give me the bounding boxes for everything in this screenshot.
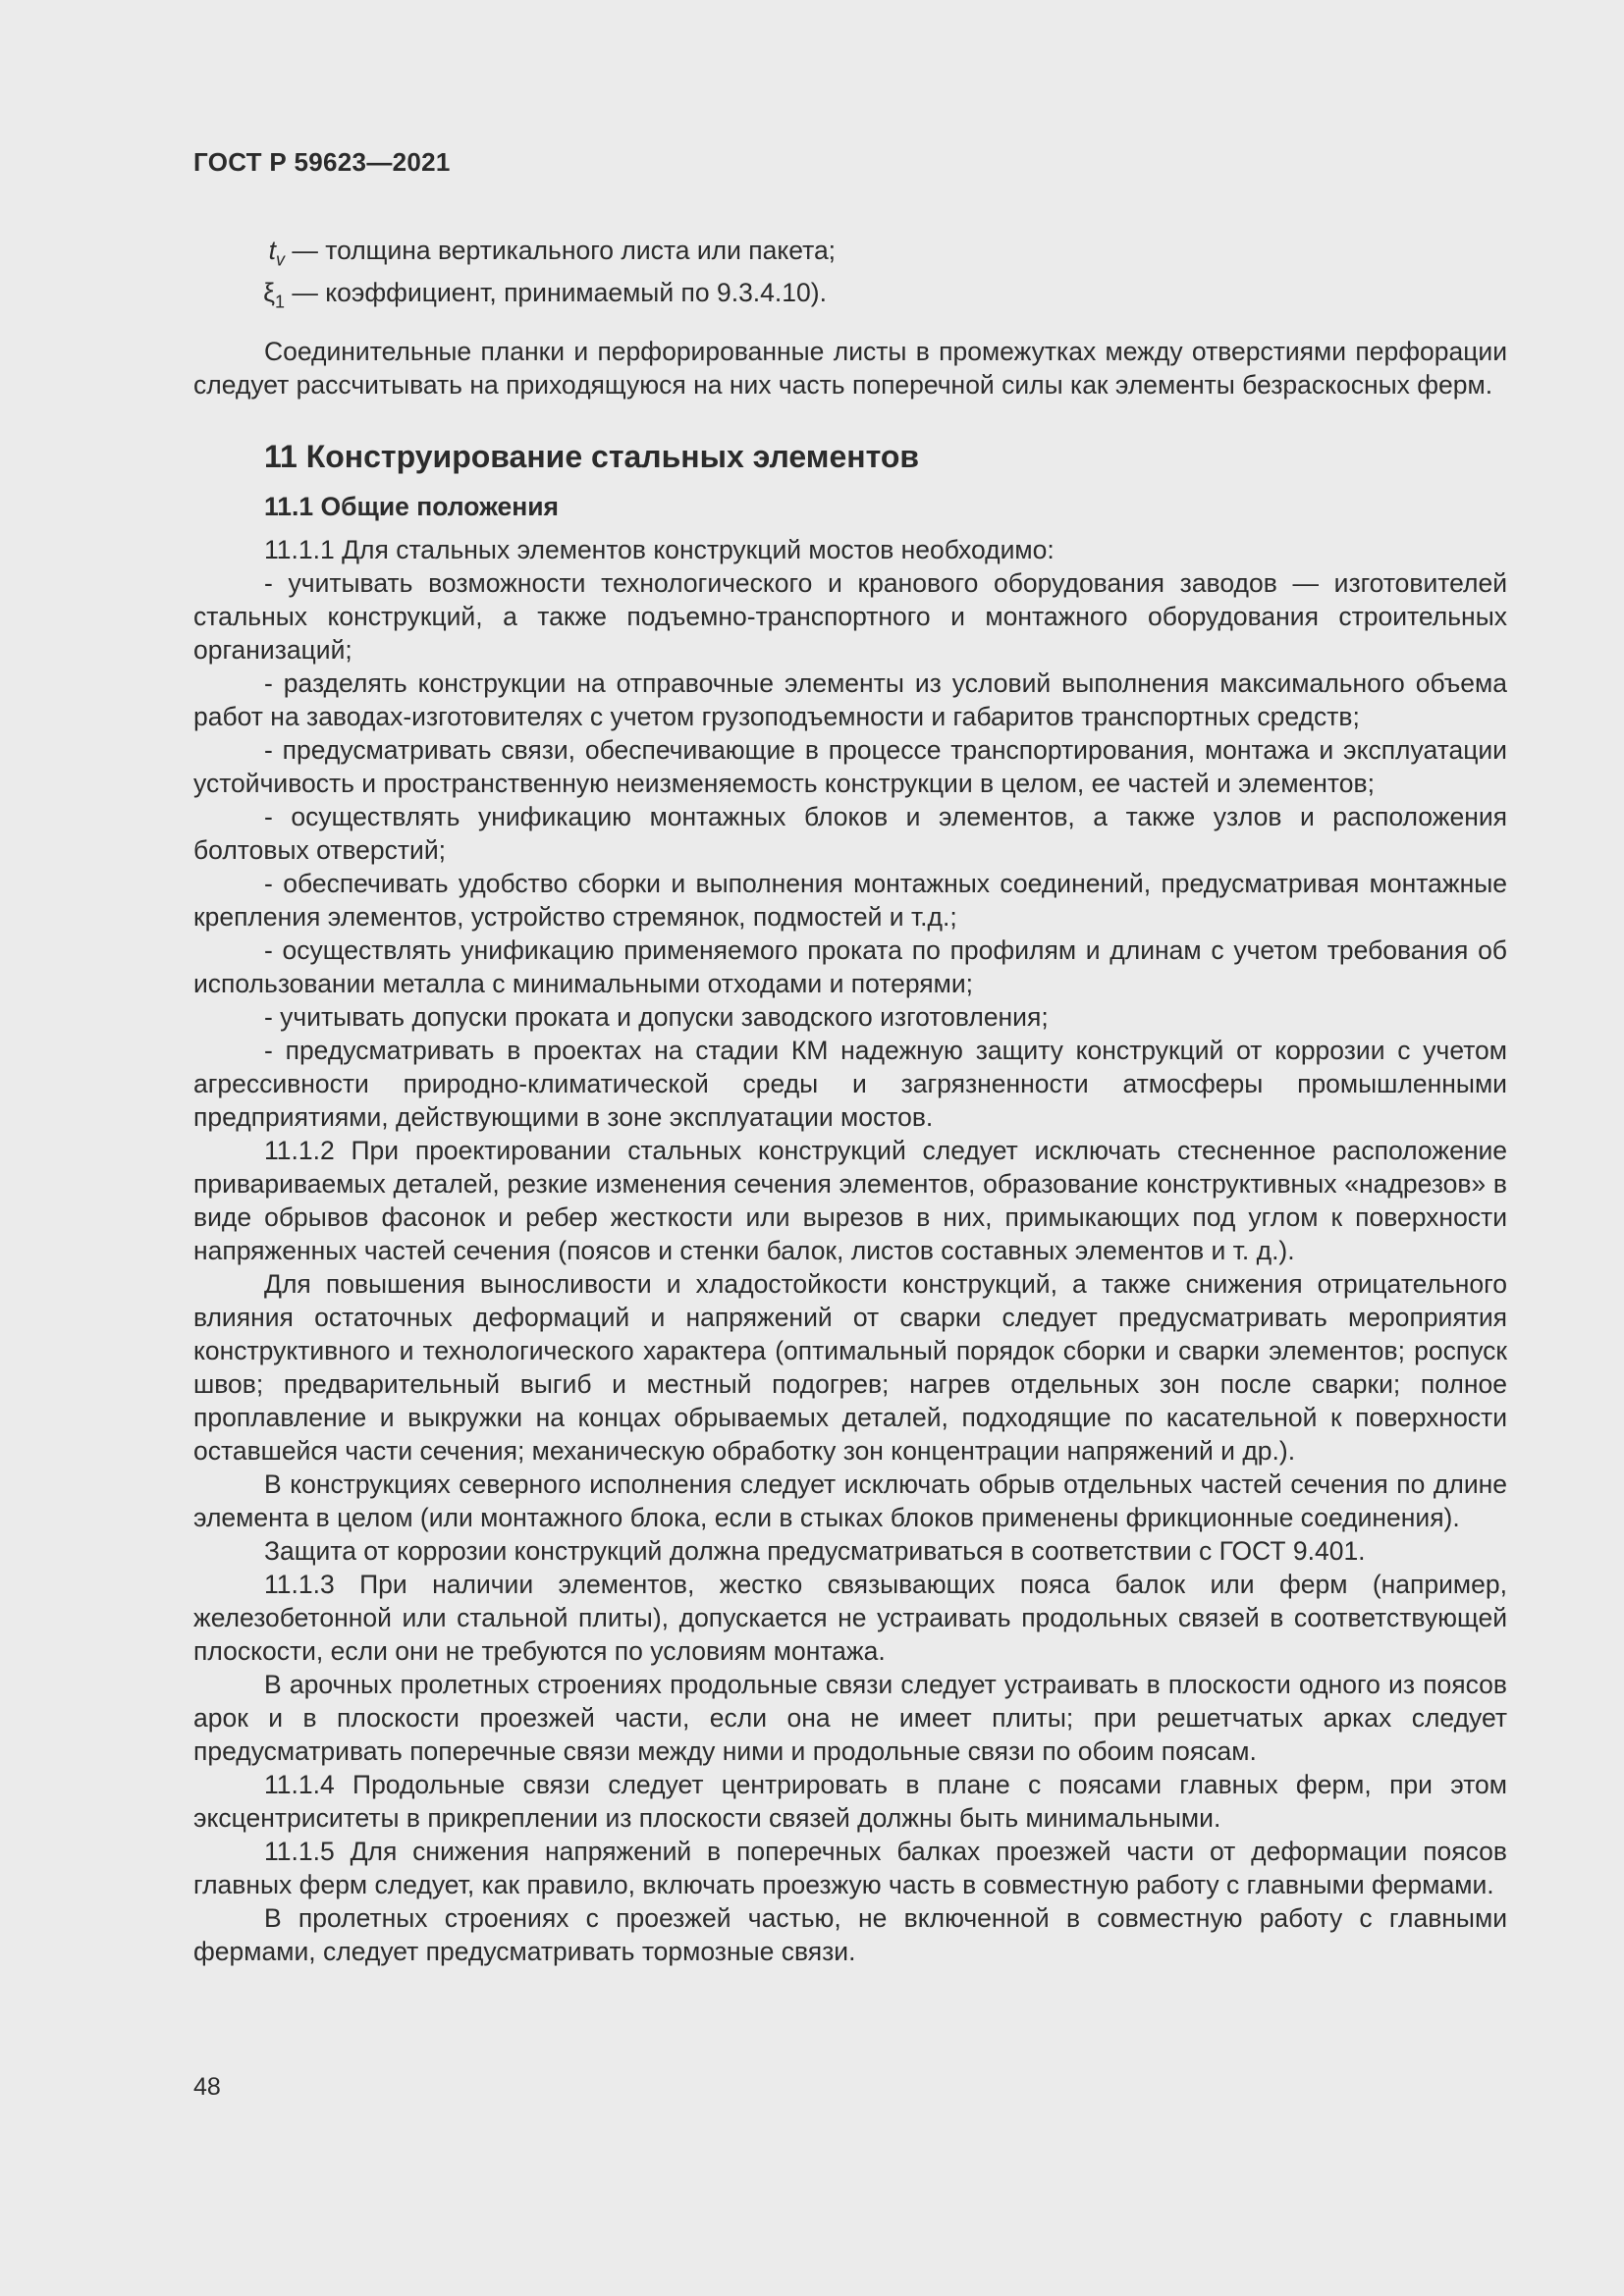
list-item: - разделять конструкции на отправочные элементы из условий выполнения максимального объема работ на заводах-изготовителях с учетом грузоподъемности и габаритов транспортных средств; xyxy=(193,667,1507,731)
paragraph: Для повышения выносливости и хладостойкости конструкций, а также снижения отрицательного влияния остаточных деформаций и напряжений от сварки следует предусматривать мероприятия конструктивного и технологического характера (оптимальный порядок сборки и сварки элементов; роспуск швов; предварительный выгиб и местный подогрев; нагрев отдельных зон после сварки; полное проплавление и выкружки на концах обрываемых деталей, подходящие по касательной к поверхности оставшейся части сечения; механическую обработку зон концентрации напряжений и др.). xyxy=(193,1268,1507,1466)
paragraph: Защита от коррозии конструкций должна предусматриваться в соответствии с ГОСТ 9.401. xyxy=(264,1535,1366,1566)
list-item: - учитывать возможности технологического и кранового оборудования заводов — изготовителей стальных конструкций, а также подъемно-транспортного и монтажного оборудования строительных организаций; xyxy=(193,567,1507,665)
subsection-heading: 11.1 Общие положения xyxy=(264,491,560,521)
list-item: - предусматривать связи, обеспечивающие в процессе транспортирования, монтажа и эксплуатации устойчивость и пространственную неизменяемость конструкции в целом, ее частей и элементов; xyxy=(193,734,1507,798)
symbol-definitions xyxy=(193,234,1507,319)
definition-line xyxy=(255,234,1507,276)
definition-symbol: $t_v$ xyxy=(268,236,285,270)
list-item: - осуществлять унификацию монтажных блоков и элементов, а также узлов и расположения болтовых отверстий; xyxy=(193,801,1507,865)
paragraph: В конструкциях северного исполнения следует исключать обрыв отдельных частей сечения по длине элемента в целом (или монтажного блока, если в стыках блоков применены фрикционные соединения). xyxy=(193,1468,1507,1532)
list-item: - осуществлять унификацию применяемого проката по профилям и длинам с учетом требования об использовании металла с минимальными отходами и потерями; xyxy=(193,934,1507,998)
paragraph: В пролетных строениях с проезжей частью, не включенной в совместную работу с главными фермами, следует предусматривать тормозные связи. xyxy=(193,1902,1507,1966)
section-heading: 11 Конструирование стальных элементов xyxy=(264,438,920,474)
list-item: - обеспечивать удобство сборки и выполнения монтажных соединений, предусматривая монтажные крепления элементов, устройство стремянок, подмостей и т.д.; xyxy=(193,868,1507,932)
page-content xyxy=(193,234,1507,1968)
document-code-header: ГОСТ Р 59623—2021 xyxy=(193,147,451,177)
definition-text: — толщина вертикального листа или пакета; xyxy=(285,236,837,265)
paragraph: 11.1.3 При наличии элементов, жестко связывающих пояса балок или ферм (например, железобетонной или стальной плиты), допускается не устраивать продольных связей в соответствующей плоскости, если они не требуются по условиям монтажа. xyxy=(193,1569,1507,1666)
intro-paragraph: Соединительные планки и перфорированные листы в промежутках между отверстиями перфорации следует рассчитывать на приходящуюся на них часть поперечной силы как элементы безраскосных ферм. xyxy=(193,336,1507,400)
page-number: 48 xyxy=(193,2073,221,2101)
list-item: - предусматривать в проектах на стадии КМ надежную защиту конструкций от коррозии с учетом агрессивности природно-климатической среды и загрязненности атмосферы промышленными предприятиями, действующими в зоне эксплуатации мостов. xyxy=(193,1035,1507,1132)
paragraph: 11.1.2 При проектировании стальных конструкций следует исключать стесненное расположение привариваемых деталей, резкие изменения сечения элементов, образование конструктивных «надрезов» в виде обрывов фасонок и ребер жесткости или вырезов в них, примыкающих под углом к поверхности напряженных частей сечения (поясов и стенки балок, листов составных элементов и т. д.). xyxy=(193,1135,1507,1265)
paragraph: В арочных пролетных строениях продольные связи следует устраивать в плоскости одного из поясов арок и в плоскости проезжей части, если она не имеет плиты; при решетчатых арках следует предусматривать поперечные связи между ними и продольные связи по обоим поясам. xyxy=(193,1669,1507,1766)
definition-symbol: $\xi_1$ xyxy=(263,278,285,312)
list-item: - учитывать допуски проката и допуски заводского изготовления; xyxy=(264,1001,1049,1032)
definition-text: — коэффициент, принимаемый по 9.3.4.10). xyxy=(285,278,827,308)
paragraph: 11.1.1 Для стальных элементов конструкций мостов необходимо: xyxy=(264,534,1055,564)
paragraph: 11.1.5 Для снижения напряжений в поперечных балках проезжей части от деформации поясов главных ферм следует, как правило, включать проезжую часть в совместную работу с главными фермами. xyxy=(193,1836,1507,1899)
definition-line xyxy=(255,276,1507,318)
paragraph: 11.1.4 Продольные связи следует центрировать в плане с поясами главных ферм, при этом эксцентриситеты в прикреплении из плоскости связей должны быть минимальными. xyxy=(193,1769,1507,1833)
